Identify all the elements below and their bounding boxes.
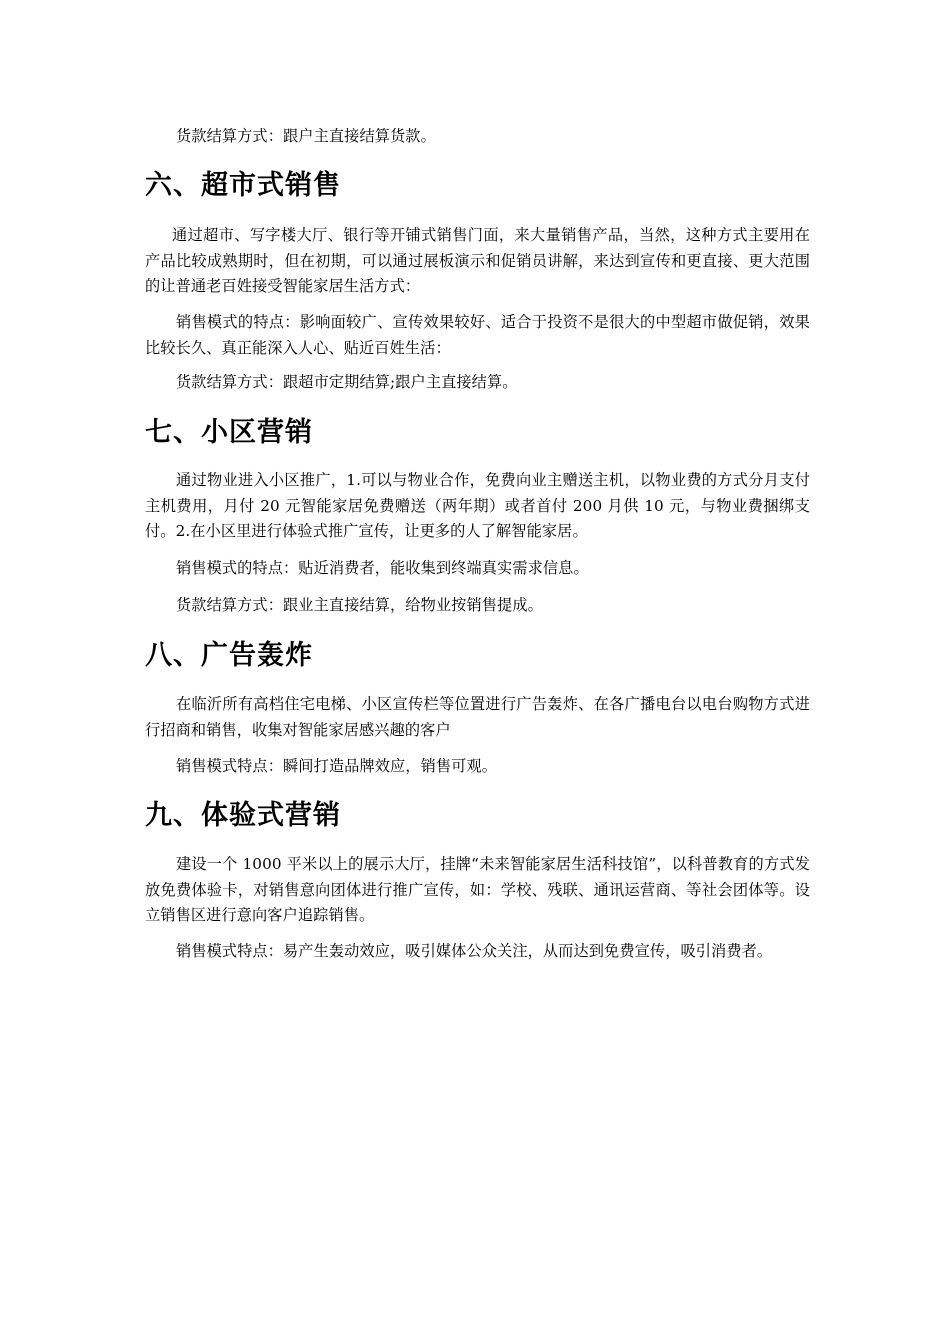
features-paragraph: 销售模式特点：瞬间打造品牌效应，销售可观。: [176, 757, 498, 775]
section-7: [145, 413, 810, 453]
section-8-body: [145, 692, 810, 743]
section-7-body: [145, 468, 810, 545]
section-6-features: [145, 310, 810, 361]
section-9-body: [145, 852, 810, 929]
section-7-payment: [145, 593, 810, 619]
features-paragraph: 销售模式特点：易产生轰动效应，吸引媒体公众关注，从而达到免费宣传，吸引消费者。: [176, 942, 773, 960]
section-heading: 六、超市式销售: [145, 170, 341, 201]
payment-method-paragraph: 货款结算方式：跟业主直接结算，给物业按销售提成。: [176, 596, 543, 614]
prev-section: [145, 124, 810, 150]
intro-paragraph: 通过物业进入小区推广，1.可以与物业合作，免费向业主赠送主机，以物业费的方式分月支付主机费用，月付 20 元智能家居免费赠送（两年期）或者首付 200 月供 10 元，与物业费捆绑支付。2.在小区里进行体验式推广宣传，让更多的人了解智能家居。: [145, 471, 810, 540]
section-heading: 八、广告轰炸: [145, 640, 313, 671]
payment-method-paragraph: 货款结算方式：跟户主直接结算货款。: [176, 127, 436, 145]
intro-paragraph: 在临沂所有高档住宅电梯、小区宣传栏等位置进行广告轰炸、在各广播电台以电台购物方式进行招商和销售，收集对智能家居感兴趣的客户: [145, 695, 810, 739]
section-heading: 七、小区营销: [145, 417, 313, 448]
section-9: [145, 796, 810, 836]
intro-paragraph: 建设一个 1000 平米以上的展示大厅，挂牌“未来智能家居生活科技馆”，以科普教育的方式发放免费体验卡，对销售意向团体进行推广宣传，如：学校、残联、通讯运营商、等社会团体等。设立销售区进行意向客户追踪销售。: [145, 855, 810, 924]
section-6: [145, 166, 810, 206]
section-9-features: [145, 939, 810, 965]
intro-paragraph: 通过超市、写字楼大厅、银行等开铺式销售门面，来大量销售产品，当然，这种方式主要用在产品比较成熟期时，但在初期，可以通过展板演示和促销员讲解，来达到宣传和更直接、更大范围的让普通老百姓接受智能家居生活方式：: [145, 226, 810, 295]
features-paragraph: 销售模式的特点：影响面较广、宣传效果较好、适合于投资不是很大的中型超市做促销，效果比较长久、真正能深入人心、贴近百姓生活：: [145, 313, 810, 357]
section-8: [145, 636, 810, 676]
payment-method-paragraph: 货款结算方式：跟超市定期结算;跟户主直接结算。: [176, 373, 518, 391]
section-6-payment: [145, 370, 810, 396]
features-paragraph: 销售模式的特点：贴近消费者，能收集到终端真实需求信息。: [176, 559, 589, 577]
section-7-features: [145, 556, 810, 582]
section-heading: 九、体验式营销: [145, 800, 341, 831]
section-6-body: [145, 223, 810, 300]
section-8-features: [145, 754, 810, 780]
